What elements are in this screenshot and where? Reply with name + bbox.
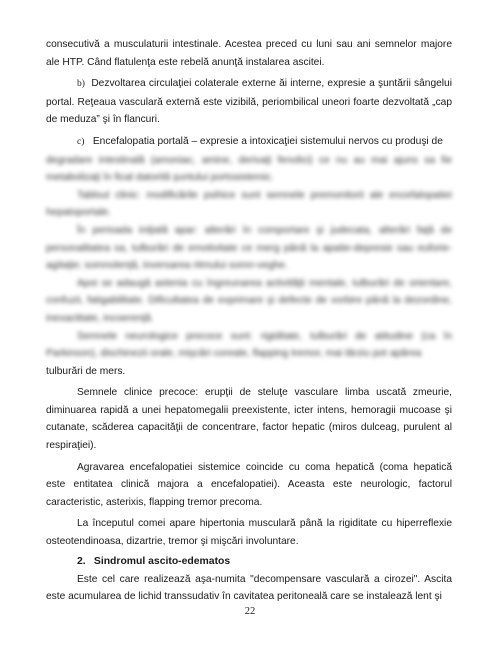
paragraph-collateral-circulation: [46, 75, 452, 129]
blurred-paragraph: În perioada iniţială apar: alterări în comportare şi judecata, alterări faţă de personalitatea sa, tulburări de emotivitate ce merg până la apatie-depresie sau euforie-agitaţie; somnolenţă, inversarea ritmului somn-veghe.: [46, 224, 452, 272]
paragraph-gait-disorders: tulburări de mers.: [46, 365, 126, 377]
paragraph-flatulence: consecutivă a musculaturii intestinale. Acestea preced cu luni sau ani semnelor majore ale HTP. Când flatulenţa este rebelă anunţă instalarea ascitei.: [46, 39, 452, 68]
paragraph-coma-onset: La începutul comei apare hipertonia musculară până la rigiditate cu hiperreflexie osteotendinoasa, dizartrie, tremor şi mişcări involuntare.: [46, 518, 452, 548]
blurred-paragraph: Semnele neurologice precoce sunt: rigiditate, tulburări de atitudine (ca în Parkinson), dischinezii orale, mişcări coreale, flapping tremor, mai târziu pot apărea: [46, 330, 452, 360]
paragraph-early-signs: Semnele clinice precoce: erupţii de steluţe vasculare limba uscată zmeurie, diminuarea rapidă a unei hepatomegalii preexistente, icter intens, hemoragii mucoase şi cutanate, scăderea capacităţii de concentrare, factor hepatic (miros dulceag, purulent al respiraţiei).: [46, 387, 452, 452]
page-number: 22: [244, 606, 256, 617]
paragraph-encephalopathy-text: Encefalopatia portală – expresie a intoxicaţiei sistemului nervos cu produşi de: [92, 135, 443, 147]
paragraph-collateral-text: Dezvoltarea circulaţiei colaterale externe ăi interne, expresie a şuntării sângelui portal. Reţeaua vasculară externă este vizibilă, periombilical uneori foarte dezvoltată „cap de meduza” şi în flancuri.: [46, 78, 452, 126]
paragraph-hepatic-coma: Agravarea encefalopatiei sistemice coincide cu coma hepatică (coma hepatică este entitatea clinică majora a encefalopatiei). Aceasta este neurologic, factorul caracteristic, asterixis, flapping tremor precoma.: [46, 461, 452, 508]
section-title: Sindromul ascito-edematos: [93, 555, 231, 567]
list-marker-c: c): [77, 136, 85, 147]
blurred-paragraph: Tabloul clinic: modificările psihice sunt semnele premonitorii ale encefalopatiei hepatoportale.: [46, 189, 452, 219]
blurred-text-region: [46, 152, 452, 363]
blurred-paragraph: Apoi se adaugă astenia cu îngreunarea activităţii mentale, tulburări de orientare, confuzii, fatigabilitate. Dificultatea de exprimare şi defecte de vorbire până la dezordine, inexactitate, incoerenţă.: [46, 277, 452, 324]
section-heading: [46, 553, 452, 571]
section-number: 2.: [77, 555, 86, 567]
paragraph-ascites: Este cel care realizează aşa-numita "decompensare vasculară a cirozei". Ascita este acumularea de lichid transsudativ în cavitatea peritoneală care se instalează lent şi: [46, 573, 452, 603]
blurred-paragraph: degradare intestinală (amoniac, amine, derivaţi fenolici) ce nu au mai ajuns sa fie metabolizaţi în ficat datorită şuntului portosistemic.: [46, 154, 452, 184]
paragraph-encephalopathy: [46, 133, 452, 152]
list-marker-b: b): [77, 79, 85, 90]
